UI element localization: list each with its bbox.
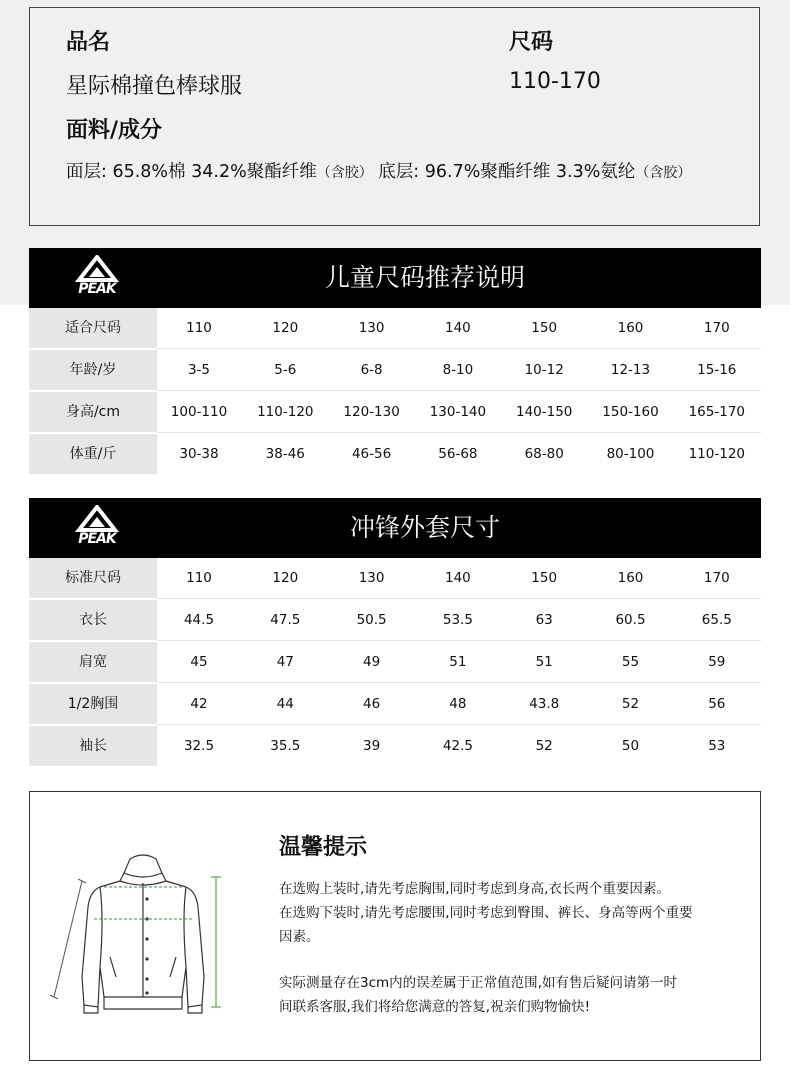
fabric-outer-layer: 面层: 65.8%棉 34.2%聚酯纤维	[66, 162, 317, 182]
table-cell: 110-120	[688, 446, 745, 462]
fabric-inner-note: （含胶）	[635, 165, 692, 181]
tips-box	[29, 791, 761, 1061]
fabric-outer-note: （含胶）	[316, 165, 373, 181]
table-cell: 44	[276, 696, 294, 712]
table-cell: 49	[363, 654, 381, 670]
table-cell: 30-38	[179, 446, 219, 462]
row-divider	[157, 390, 761, 391]
table-cell: 42	[190, 696, 208, 712]
table-cell: 130	[358, 320, 385, 336]
row-label: 体重/斤	[29, 434, 157, 474]
row-label: 适合尺码	[29, 308, 157, 348]
product-name-value: 星际棉撞色棒球服	[66, 74, 243, 99]
row-divider	[157, 598, 761, 599]
table-cell: 170	[703, 320, 730, 336]
jacket-size-title: 冲锋外套尺寸	[349, 513, 500, 542]
table-cell: 47	[276, 654, 294, 670]
peak-logo-text: PEAK	[78, 281, 116, 297]
table-cell: 51	[535, 654, 553, 670]
table-row	[29, 642, 761, 684]
table-cell: 44.5	[183, 612, 215, 628]
row-label: 身高/cm	[29, 392, 157, 432]
tip-line: 间联系客服,我们将给您满意的答复,祝亲们购物愉快!	[279, 999, 590, 1015]
table-cell: 48	[449, 696, 467, 712]
size-value: 110-170	[509, 69, 601, 94]
jacket-size-header	[29, 498, 761, 558]
table-cell: 10-12	[524, 362, 564, 378]
tip-line: 实际测量存在3cm内的误差属于正常值范围,如有售后疑问请第一时	[279, 975, 677, 991]
row-label: 肩宽	[29, 642, 157, 682]
table-cell: 150	[531, 570, 558, 586]
tip-line: 在选购上装时,请先考虑胸围,同时考虑到身高,衣长两个重要因素。	[279, 881, 670, 897]
row-label: 1/2胸围	[29, 684, 157, 724]
kids-size-title: 儿童尺码推荐说明	[324, 263, 525, 292]
table-cell: 140-150	[515, 404, 573, 420]
table-cell: 38-46	[265, 446, 305, 462]
table-cell: 110	[186, 320, 212, 336]
table-cell: 165-170	[688, 404, 745, 420]
table-row	[29, 684, 761, 726]
table-cell: 35.5	[270, 738, 301, 754]
table-cell: 68-80	[524, 446, 564, 462]
table-cell: 160	[617, 320, 644, 336]
table-row	[29, 726, 761, 768]
table-row	[29, 434, 761, 476]
tip-line: 因素。	[279, 929, 320, 945]
tips-title: 温馨提示	[279, 835, 368, 860]
tip-line: 在选购下装时,请先考虑腰围,同时考虑到臀围、裤长、身高等两个重要	[279, 905, 693, 921]
table-cell: 50.5	[356, 612, 387, 628]
fabric-label: 面料/成分	[66, 118, 163, 143]
table-cell: 59	[708, 654, 726, 670]
table-cell: 130	[358, 570, 385, 586]
table-cell: 120-130	[343, 404, 400, 420]
fabric-inner-layer: 底层: 96.7%聚酯纤维 3.3%氨纶	[378, 162, 636, 182]
table-cell: 32.5	[183, 738, 215, 754]
table-cell: 55	[621, 654, 640, 670]
table-cell: 15-16	[697, 362, 737, 378]
row-divider	[157, 682, 761, 683]
table-cell: 39	[363, 738, 381, 754]
table-row	[29, 558, 761, 600]
table-cell: 120	[272, 320, 299, 336]
row-divider	[157, 348, 761, 349]
table-cell: 8-10	[442, 362, 474, 378]
table-cell: 6-8	[360, 362, 383, 378]
table-cell: 80-100	[606, 446, 655, 462]
fabric-composition	[66, 158, 691, 183]
table-cell: 50	[621, 738, 640, 754]
table-cell: 46-56	[351, 446, 392, 462]
row-label: 标准尺码	[29, 558, 157, 598]
table-cell: 150-160	[602, 404, 659, 420]
row-divider	[157, 432, 761, 433]
table-cell: 5-6	[274, 362, 297, 378]
table-cell: 140	[445, 320, 471, 336]
row-divider	[157, 640, 761, 641]
table-cell: 140	[445, 570, 471, 586]
table-cell: 120	[272, 570, 299, 586]
table-cell: 43.8	[529, 696, 560, 712]
table-row	[29, 308, 761, 350]
table-cell: 53.5	[442, 612, 473, 628]
kids-size-header	[29, 248, 761, 308]
table-cell: 110	[186, 570, 212, 586]
row-divider	[157, 724, 761, 725]
size-label: 尺码	[509, 30, 554, 55]
table-cell: 56	[708, 696, 726, 712]
table-cell: 65.5	[701, 612, 732, 628]
table-cell: 45	[190, 654, 208, 670]
row-label: 衣长	[29, 600, 157, 640]
table-cell: 63	[535, 612, 553, 628]
table-cell: 46	[363, 696, 381, 712]
table-cell: 170	[703, 570, 730, 586]
table-cell: 53	[708, 738, 726, 754]
table-cell: 60.5	[615, 612, 646, 628]
table-row	[29, 600, 761, 642]
table-cell: 130-140	[429, 404, 487, 420]
peak-logo-text: PEAK	[78, 531, 116, 547]
table-cell: 160	[617, 570, 644, 586]
product-info-box	[29, 7, 760, 226]
table-cell: 52	[535, 738, 553, 754]
jacket-diagram-icon	[38, 847, 248, 1037]
table-cell: 150	[531, 320, 558, 336]
product-name-label: 品名	[66, 30, 111, 55]
table-row	[29, 392, 761, 434]
table-cell: 42.5	[442, 738, 473, 754]
table-cell: 56-68	[438, 446, 478, 462]
table-cell: 100-110	[170, 404, 228, 420]
table-cell: 110-120	[257, 404, 314, 420]
table-cell: 47.5	[270, 612, 301, 628]
row-label: 袖长	[29, 726, 157, 766]
table-cell: 3-5	[187, 362, 211, 378]
table-row	[29, 350, 761, 392]
table-cell: 51	[449, 654, 467, 670]
row-label: 年龄/岁	[29, 350, 157, 390]
table-cell: 12-13	[610, 362, 651, 378]
table-cell: 52	[621, 696, 640, 712]
